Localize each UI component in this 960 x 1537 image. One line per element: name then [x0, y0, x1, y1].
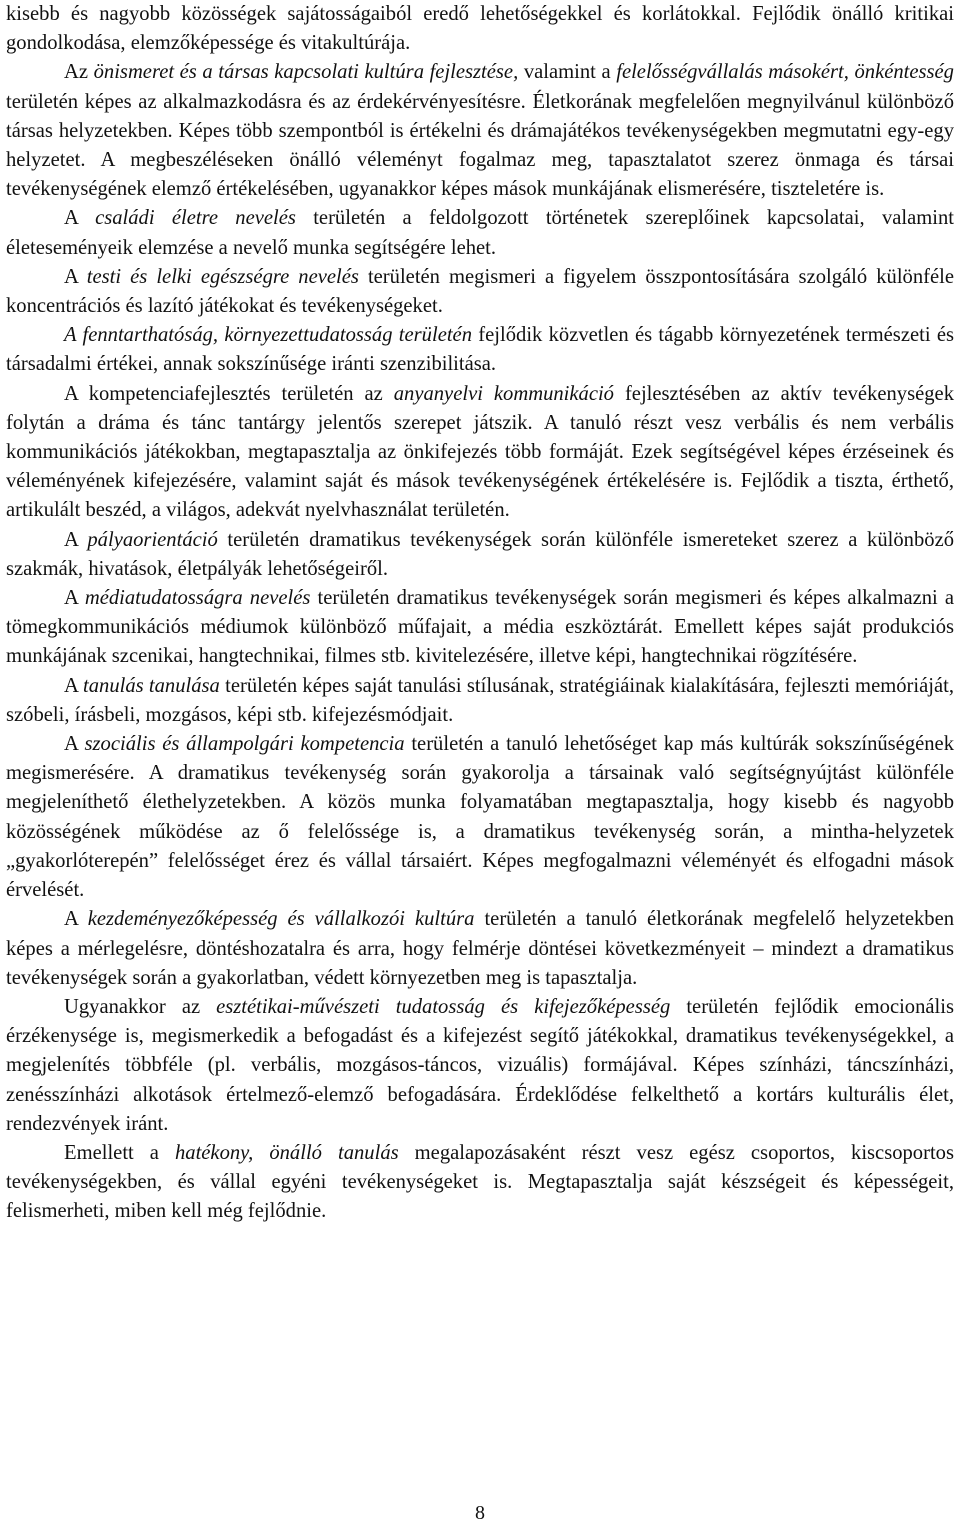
- text-segment: területén dramatikus tevékenységek során különféle ismereteket szerez a különböző szakmák, hivatások, életpályák lehetőségeiről.: [6, 528, 955, 580]
- text-segment: fejlődik közvetlen és tágabb környezetének természeti és társadalmi értékei, annak sokszínűsége iránti szenzibilitása.: [6, 324, 954, 376]
- text-segment: A: [64, 733, 85, 756]
- paragraph: [6, 993, 954, 1139]
- text-segment: A: [64, 207, 96, 230]
- paragraph: [6, 0, 954, 58]
- page-number: 8: [475, 1502, 485, 1524]
- paragraph: [6, 380, 954, 526]
- paragraph: [6, 321, 954, 379]
- text-segment: területén fejlődik emocionális érzékenysége is, megismerkedik a befogadást és a kifejezést segítő játékokkal, dramatikus tevékenységekkel, a megjelenítés többféle (pl. verbális, mozgásos-táncos, vizuális) formájával. Képes színházi, táncszínházi, zenésszínházi alkotások értelmező-elemző befogadására. Érdeklődése felkelthető a kortárs kulturális élet, rendezvények iránt.: [6, 995, 954, 1135]
- text-segment: kisebb és nagyobb közösségek sajátosságaiból eredő lehetőségekkel és korlátokkal. Fejlődik önálló kritikai gondolkodása, elemzőképessége és vitakultúrája.: [6, 3, 954, 55]
- text-segment: A: [64, 528, 88, 551]
- italic-text: hatékony, önálló tanulás: [174, 1141, 399, 1164]
- paragraph: [6, 905, 954, 993]
- text-segment: területén a feldolgozott történetek szereplőinek kapcsolatai, valamint életeseményeik elemzése a nevelő munka segítségére lehet.: [6, 207, 955, 259]
- paragraph: [6, 526, 954, 584]
- text-segment: területén megismeri a figyelem összpontosítására szolgáló különféle koncentrációs és lazító játékokat és tevékenységeket.: [6, 265, 954, 318]
- italic-text: kezdeményezőképesség és vállalkozói kultúra: [87, 908, 475, 931]
- italic-text: anyanyelvi kommunikáció: [393, 382, 614, 405]
- paragraph: [6, 204, 954, 262]
- italic-text: pályaorientáció: [87, 528, 218, 551]
- italic-text: médiatudatosságra nevelés: [84, 587, 311, 610]
- paragraph: [6, 58, 954, 204]
- italic-text: A fenntarthatóság, környezettudatosság területén: [64, 324, 472, 347]
- text-segment: A: [64, 587, 85, 610]
- text-segment: Emellett a: [64, 1141, 175, 1164]
- italic-text: önismeret és a társas kapcsolati kultúra fejlesztése,: [93, 61, 519, 84]
- text-segment: területén dramatikus tevékenységek során megismeri és képes alkalmazni a tömegkommunikációs médiumok különböző műfajait, a média eszköztárát. Emellett képes saját produkciós munkájának szcenikai, hangtechnikai, filmes stb. kivitelezésére, illetve képi, hangtechnikai rögzítésére.: [6, 587, 954, 668]
- italic-text: családi életre nevelés: [95, 207, 296, 230]
- text-segment: A: [64, 265, 87, 288]
- paragraph: [6, 1139, 954, 1227]
- paragraph: [6, 584, 954, 672]
- text-segment: területén a tanuló életkorának megfelelő helyzetekben képes a mérlegelésre, döntéshozatalra és arra, hogy felmérje döntései következményeit – mindezt a dramatikus tevékenységek során a gyakorlatban, védett környezetben meg is tapasztalja.: [6, 908, 955, 989]
- text-segment: Az: [64, 61, 94, 84]
- document-body: [6, 0, 954, 1227]
- text-segment: területén képes saját tanulási stílusának, stratégiáinak kialakítására, fejleszti memóriáját, szóbeli, írásbeli, mozgásos, képi stb. kifejezésmódjait.: [6, 674, 954, 726]
- text-segment: területén képes az alkalmazkodásra és az érdekérvényesítésre. Életkorának megfelelően megnyilvánul különböző társas helyzetekben. Képes több szempontból is értékelni és drámajátékos tevékenységekben megmutatni egy-egy helyzetet. A megbeszéléseken önálló véleményt fogalmaz meg, tapasztalatot szerez önmaga és társai tevékenységének elemző értékelésében, ugyanakkor képes mások munkájának elismerésére, tiszteletére is.: [6, 90, 954, 201]
- italic-text: tanulás tanulása: [83, 674, 220, 697]
- paragraph: [6, 263, 954, 321]
- text-segment: fejlesztésében az aktív tevékenységek folytán a dráma és tánc tantárgy jelentős szerepet játszik. A tanuló részt vesz verbális és nem verbális kommunikációs játékokban, megtapasztalja az önkifejezés több formáját. Ezek segítségével képes érzéseinek és véleményének kifejezésére, valamint saját és mások tevékenységének értékelésére is. Fejlődik a tiszta, érthető, artikulált beszéd, a világos, adekvát nyelvhasználat területén.: [6, 382, 954, 522]
- paragraph: [6, 672, 954, 730]
- italic-text: testi és lelki egészségre nevelés: [86, 265, 359, 288]
- italic-text: szociális és állampolgári kompetencia: [84, 733, 405, 756]
- italic-text: felelősségvállalás másokért, önkéntesség: [616, 61, 954, 84]
- text-segment: A kompetenciafejlesztés területén az: [64, 382, 394, 405]
- text-segment: megalapozásaként részt vesz egész csoportos, kiscsoportos tevékenységekben, és vállal egyéni tevékenységeket is. Megtapasztalja saját készségeit és képességeit, felismerheti, miben kell még fejlődnie.: [6, 1141, 954, 1223]
- text-segment: A: [64, 908, 88, 931]
- text-segment: A: [64, 674, 83, 697]
- paragraph: [6, 730, 954, 905]
- italic-text: esztétikai-művészeti tudatosság és kifejezőképesség: [216, 995, 671, 1018]
- text-segment: Ugyanakkor az: [64, 995, 217, 1018]
- text-segment: területén a tanuló lehetőséget kap más kultúrák sokszínűségének megismerésére. A dramatikus tevékenység során gyakorolja a társainak való segítségnyújtást különféle megjeleníthető élethelyzetekben. A közös munka folyamatában megtapasztalja, hogy kisebb és nagyobb közösségének működése az ő felelőssége is, a dramatikus tevékenység során, a mintha-helyzetek „gyakorlóterepén” felelősséget érez és vállal társaiért. Képes megfogalmazni véleményét és elfogadni mások érvelését.: [6, 733, 954, 902]
- text-segment: valamint a: [518, 61, 617, 84]
